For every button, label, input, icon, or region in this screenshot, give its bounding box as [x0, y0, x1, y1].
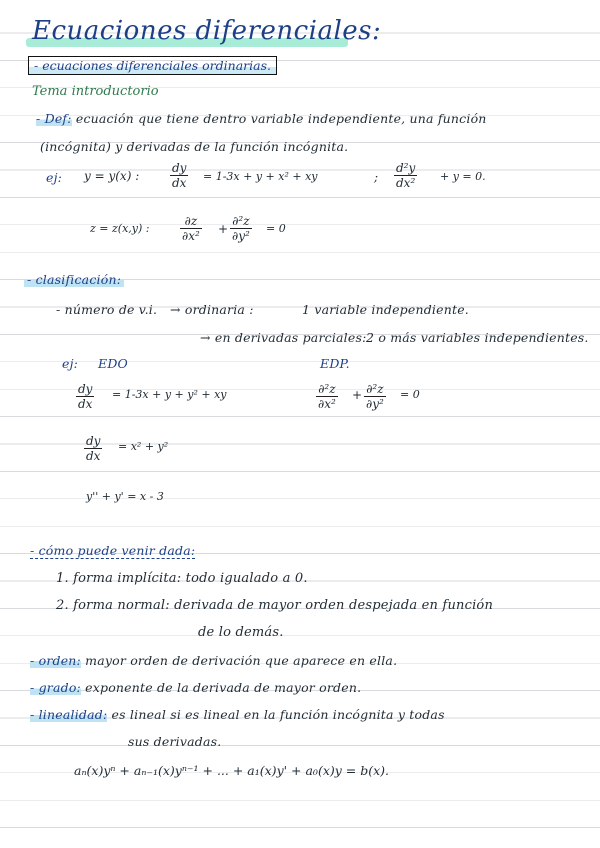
linearity-formula: aₙ(x)yⁿ + aₙ₋₁(x)yⁿ⁻¹ + ... + a₁(x)y' + a₀(x)y = b(x).: [74, 763, 390, 778]
example1-fraction-dz-dx2: [180, 214, 202, 243]
fraction-denominator: ∂y²: [232, 229, 250, 243]
example2-fraction-d2z-dy2: [364, 382, 386, 411]
order-label: - orden:: [30, 653, 81, 668]
classification-heading: - clasificación:: [24, 272, 124, 287]
classification-line-1-c: 1 variable independiente.: [302, 302, 469, 317]
example2-fraction-dy-dx: [76, 382, 94, 411]
fraction-denominator: dx²: [396, 176, 416, 190]
example1-fraction-d2z-dy2: [230, 214, 252, 243]
definition-line-2: (incógnita) y derivadas de la función incógnita.: [40, 139, 349, 154]
fraction-denominator: dx: [78, 397, 93, 411]
how-given-item-1: 1. forma implícita: todo igualado a 0.: [56, 571, 308, 586]
example2-fraction-d2z-dx2: [316, 382, 338, 411]
fraction-denominator: ∂y²: [366, 397, 384, 411]
example2-rhs2: = 0: [400, 388, 420, 401]
definition-text-1: ecuación que tiene dentro variable independiente, una función: [75, 111, 487, 126]
fraction-numerator: ∂²z: [364, 382, 386, 397]
how-given-item-2-cont: de lo demás.: [198, 625, 284, 640]
linearity-label: - linealidad:: [30, 707, 108, 722]
fraction-denominator: ∂x²: [182, 229, 200, 243]
example1-rhs1: = 1-3x + y + x² + xy: [203, 170, 318, 183]
fraction-numerator: d²y: [396, 161, 416, 175]
linearity-text-cont: sus derivadas.: [128, 734, 222, 749]
example2-rhs3: = x² + y²: [118, 440, 169, 453]
fraction-numerator: ∂²z: [316, 382, 338, 397]
fraction-numerator: dy: [78, 382, 93, 396]
classification-line-2-a: → en derivadas parciales:: [200, 330, 367, 345]
definition-line-1: [36, 111, 487, 126]
classification-line-1-a: - número de v.i.: [56, 302, 158, 317]
topic-heading: Tema introductorio: [32, 84, 159, 99]
order-line: [30, 653, 397, 668]
example1-lhs: y = y(x) :: [84, 169, 140, 183]
fraction-numerator: dy: [172, 161, 187, 175]
section-box-ordinary: - ecuaciones diferenciales ordinarias.: [28, 56, 277, 75]
example1-z-lhs: z = z(x,y) :: [90, 222, 150, 235]
example2-rhs1: = 1-3x + y + y² + xy: [112, 388, 227, 401]
edp-heading: EDP.: [320, 356, 350, 371]
example2-label: ej:: [62, 356, 79, 371]
example1-separator: ;: [374, 170, 379, 184]
fraction-denominator: dx: [172, 176, 187, 190]
example2-plus: +: [352, 388, 363, 402]
degree-line: [30, 680, 361, 695]
degree-text: exponente de la derivada de mayor orden.: [85, 680, 362, 695]
linearity-text: es lineal si es lineal en la función incógnita y todas: [111, 707, 445, 722]
example1-fraction-dy-dx: [170, 161, 188, 190]
example2-line3: y'' + y' = x - 3: [86, 490, 164, 503]
definition-label: - Def:: [36, 111, 72, 126]
example2-fraction-dy-dx-2: [84, 434, 102, 463]
linearity-line: [30, 707, 445, 722]
fraction-numerator: ∂²z: [230, 214, 252, 229]
example1-fraction-d2y-dx2: [394, 161, 417, 190]
example1-rhs3: = 0: [266, 222, 286, 235]
example1-rhs2: + y = 0.: [440, 170, 486, 183]
example1-plus: +: [218, 222, 229, 236]
edo-heading: EDO: [98, 356, 128, 371]
classification-line-2-b: 2 o más variables independientes.: [366, 330, 589, 345]
page-title: Ecuaciones diferenciales:: [32, 16, 382, 46]
order-text: mayor orden de derivación que aparece en ella.: [85, 653, 398, 668]
how-given-heading: - cómo puede venir dada:: [30, 543, 196, 558]
fraction-numerator: ∂z: [180, 214, 202, 229]
classification-line-1-b: → ordinaria :: [170, 302, 254, 317]
example1-label: ej:: [46, 170, 63, 185]
fraction-denominator: ∂x²: [318, 397, 336, 411]
degree-label: - grado:: [30, 680, 81, 695]
fraction-denominator: dx: [86, 449, 101, 463]
how-given-item-2: 2. forma normal: derivada de mayor orden despejada en función: [56, 598, 494, 613]
fraction-numerator: dy: [86, 434, 101, 448]
